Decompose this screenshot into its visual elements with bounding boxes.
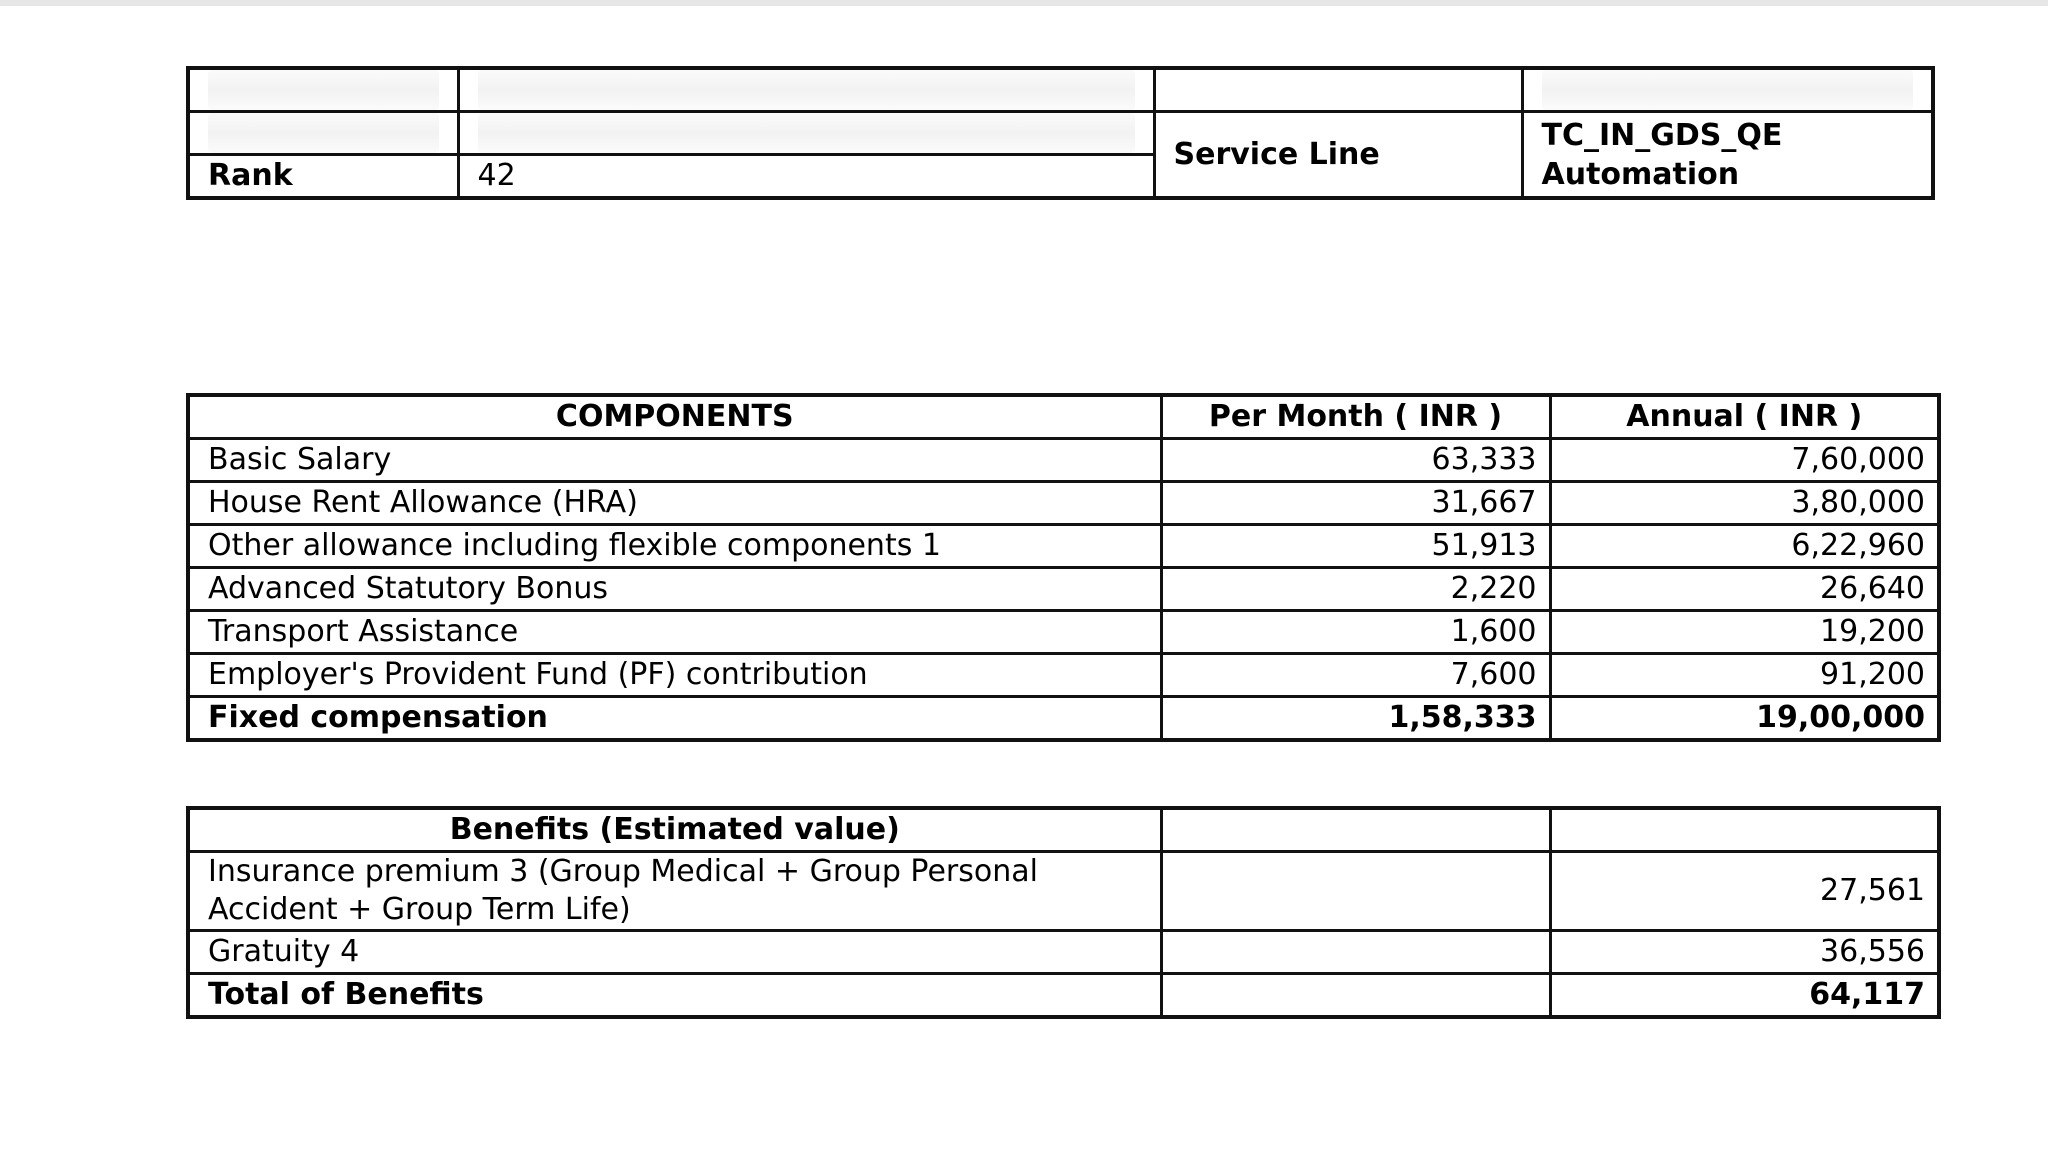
empty-cell xyxy=(1161,974,1550,1018)
monthly-value: 1,600 xyxy=(1161,611,1550,654)
redacted-block xyxy=(478,113,1135,153)
monthly-value: 63,333 xyxy=(1161,439,1550,482)
rank-label: Rank xyxy=(188,155,458,199)
table-row xyxy=(188,525,1939,568)
redacted-cell xyxy=(1522,68,1933,112)
table-row xyxy=(188,482,1939,525)
table-row xyxy=(188,931,1939,974)
monthly-value: 7,600 xyxy=(1161,654,1550,697)
total-benefits-row xyxy=(188,974,1939,1018)
component-name: Advanced Statutory Bonus xyxy=(188,568,1161,611)
empty-header-cell xyxy=(1161,808,1550,852)
benefit-name: Gratuity 4 xyxy=(188,931,1161,974)
column-header-annual: Annual ( INR ) xyxy=(1550,395,1939,439)
benefits-header-row xyxy=(188,808,1939,852)
benefit-annual-value: 36,556 xyxy=(1550,931,1939,974)
annual-value: 26,640 xyxy=(1550,568,1939,611)
service-line-label: Service Line xyxy=(1154,112,1522,199)
compensation-header-row xyxy=(188,395,1939,439)
column-header-components: COMPONENTS xyxy=(188,395,1161,439)
component-name: Employer's Provident Fund (PF) contribution xyxy=(188,654,1161,697)
monthly-value: 51,913 xyxy=(1161,525,1550,568)
fixed-compensation-row xyxy=(188,697,1939,741)
benefit-annual-value: 27,561 xyxy=(1550,852,1939,931)
empty-cell xyxy=(1161,852,1550,931)
annual-value: 3,80,000 xyxy=(1550,482,1939,525)
redacted-cell xyxy=(458,112,1154,155)
table-row xyxy=(188,654,1939,697)
service-line-value xyxy=(1522,112,1933,199)
annual-value: 91,200 xyxy=(1550,654,1939,697)
redacted-block xyxy=(1542,70,1914,110)
compensation-table xyxy=(186,393,1941,742)
empty-header-cell xyxy=(1550,808,1939,852)
component-name: House Rent Allowance (HRA) xyxy=(188,482,1161,525)
table-row xyxy=(188,611,1939,654)
benefit-name: Insurance premium 3 (Group Medical + Group Personal Accident + Group Term Life) xyxy=(188,852,1161,931)
service-line-value-line-1: TC_IN_GDS_QE xyxy=(1541,117,1783,153)
redacted-block xyxy=(478,70,1135,110)
rank-value: 42 xyxy=(458,155,1154,199)
total-label: Fixed compensation xyxy=(188,697,1161,741)
component-name: Transport Assistance xyxy=(188,611,1161,654)
redacted-block xyxy=(208,70,439,110)
table-row xyxy=(188,439,1939,482)
total-benefits-label: Total of Benefits xyxy=(188,974,1161,1018)
component-name: Basic Salary xyxy=(188,439,1161,482)
monthly-value: 31,667 xyxy=(1161,482,1550,525)
redacted-cell xyxy=(1154,68,1522,112)
annual-value: 7,60,000 xyxy=(1550,439,1939,482)
monthly-value: 2,220 xyxy=(1161,568,1550,611)
benefits-table xyxy=(186,806,1941,1019)
employee-info-table xyxy=(186,66,1935,200)
empty-cell xyxy=(1161,931,1550,974)
column-header-per-month: Per Month ( INR ) xyxy=(1161,395,1550,439)
redacted-cell xyxy=(188,68,458,112)
info-row-redacted-2 xyxy=(188,112,1933,155)
table-row xyxy=(188,852,1939,931)
annual-value: 19,200 xyxy=(1550,611,1939,654)
info-row-redacted-1 xyxy=(188,68,1933,112)
redacted-cell xyxy=(188,112,458,155)
benefits-header: Benefits (Estimated value) xyxy=(188,808,1161,852)
top-edge-shade xyxy=(0,0,2048,6)
table-row xyxy=(188,568,1939,611)
total-benefits-value: 64,117 xyxy=(1550,974,1939,1018)
total-annual-value: 19,00,000 xyxy=(1550,697,1939,741)
annual-value: 6,22,960 xyxy=(1550,525,1939,568)
redacted-cell xyxy=(458,68,1154,112)
service-line-value-line-2: Automation xyxy=(1541,156,1740,192)
redacted-block xyxy=(208,113,439,153)
total-monthly-value: 1,58,333 xyxy=(1161,697,1550,741)
component-name: Other allowance including flexible components 1 xyxy=(188,525,1161,568)
